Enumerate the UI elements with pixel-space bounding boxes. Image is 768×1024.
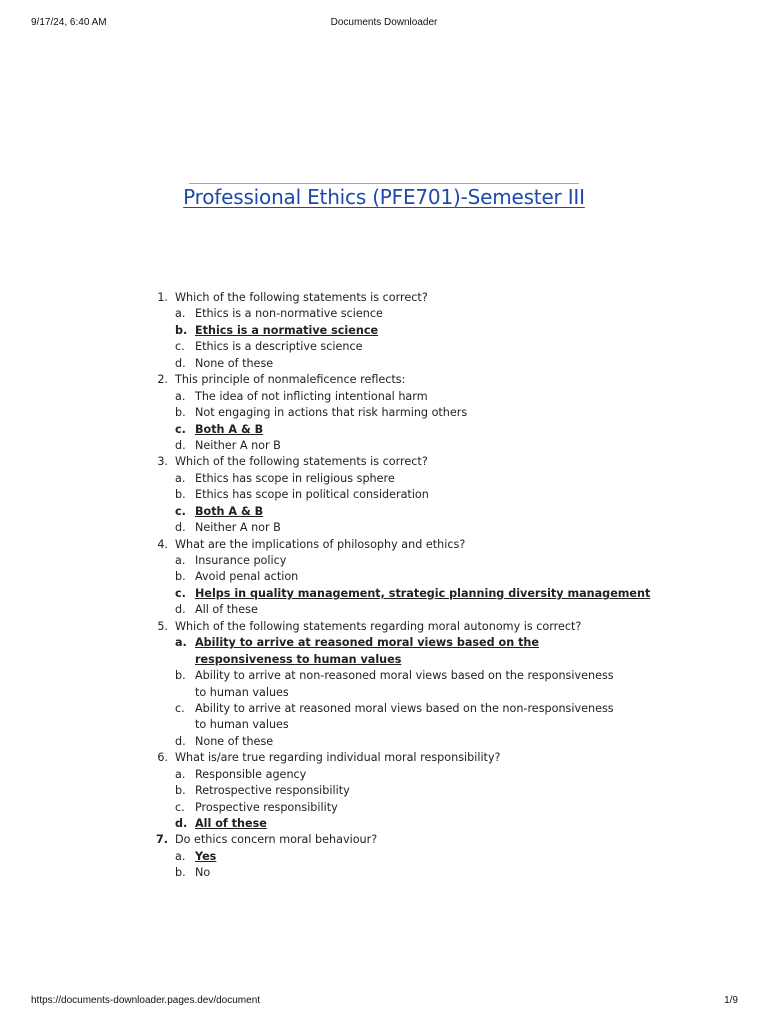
option — [0, 767, 768, 783]
option-letter: d. — [175, 734, 186, 748]
correct-option — [0, 816, 768, 832]
page-url: https://documents-downloader.pages.dev/document — [31, 995, 261, 1006]
option — [0, 306, 768, 322]
option — [0, 668, 768, 701]
option-letter: c. — [175, 422, 186, 436]
option-text: Both A & B — [195, 504, 264, 518]
option-letter: d. — [175, 817, 188, 831]
option-text: Neither A nor B — [195, 521, 281, 535]
option-letter: c. — [175, 586, 186, 600]
question-number: 5. — [157, 619, 168, 633]
question-text: What is/are true regarding individual moral responsibility? — [175, 751, 501, 765]
question-number: 7. — [155, 833, 168, 847]
option-text: The idea of not inflicting intentional harm — [195, 389, 428, 403]
print-footer — [0, 995, 768, 1009]
print-datetime: 9/17/24, 6:40 AM — [31, 17, 107, 28]
option-letter: d. — [175, 356, 186, 370]
question-3 — [0, 454, 768, 470]
question-2 — [0, 372, 768, 388]
option — [0, 339, 768, 355]
question-number: 4. — [157, 537, 168, 551]
option-text: Retrospective responsibility — [195, 784, 350, 798]
question-6 — [0, 750, 768, 766]
option-letter: b. — [175, 406, 186, 420]
option-text: Ethics has scope in political consideration — [195, 488, 429, 502]
correct-option — [0, 504, 768, 520]
correct-option — [0, 849, 768, 865]
option-letter: a. — [175, 471, 186, 485]
option-text: Prospective responsibility — [195, 800, 338, 814]
option — [0, 471, 768, 487]
print-header — [0, 17, 768, 31]
option — [0, 602, 768, 618]
option — [0, 800, 768, 816]
question-number: 3. — [157, 455, 168, 469]
question-list — [0, 290, 768, 882]
question-7 — [0, 832, 768, 848]
option — [0, 734, 768, 750]
option-letter: b. — [175, 866, 186, 880]
question-text: What are the implications of philosophy and ethics? — [175, 537, 466, 551]
option — [0, 569, 768, 585]
option-letter: a. — [175, 636, 187, 650]
option-text: Avoid penal action — [195, 570, 299, 584]
option-text: Ethics is a normative science — [195, 323, 379, 337]
option — [0, 356, 768, 372]
option-letter: c. — [175, 800, 185, 814]
option — [0, 783, 768, 799]
option-letter: a. — [175, 554, 186, 567]
question-text: Which of the following statements is correct? — [175, 455, 428, 469]
option-letter: c. — [175, 504, 186, 518]
option-text: Ability to arrive at reasoned moral views based on the non-responsiveness to human values — [195, 701, 614, 732]
option — [0, 553, 768, 569]
question-text: Which of the following statements regarding moral autonomy is correct? — [175, 619, 582, 633]
option — [0, 405, 768, 421]
option-text: None of these — [195, 734, 274, 748]
option-text: Ability to arrive at non-reasoned moral views based on the responsiveness to human values — [195, 669, 614, 699]
option-letter: a. — [175, 389, 186, 403]
correct-option — [0, 635, 768, 668]
option-text: Both A & B — [195, 422, 264, 436]
option — [0, 701, 768, 734]
option-letter: a. — [175, 767, 186, 781]
document-title: Professional Ethics (PFE701)-Semester III — [183, 185, 585, 209]
option-text: None of these — [195, 356, 274, 370]
option — [0, 389, 768, 405]
correct-option — [0, 422, 768, 438]
question-text: This principle of nonmaleficence reflects: — [175, 373, 406, 387]
option-letter: d. — [175, 438, 186, 452]
option-letter: b. — [175, 323, 188, 337]
correct-option — [0, 586, 768, 602]
option-letter: b. — [175, 784, 186, 798]
option-text: All of these — [195, 817, 267, 831]
question-number: 6. — [157, 751, 168, 765]
option-text: Ability to arrive at reasoned moral views based on the responsiveness to human values — [195, 636, 539, 666]
option-text: Ethics has scope in religious sphere — [195, 471, 395, 485]
correct-option — [0, 323, 768, 339]
option-text: Ethics is a descriptive science — [195, 340, 363, 354]
option-letter: b. — [175, 570, 186, 584]
option-text: Neither A nor B — [195, 438, 281, 452]
question-number: 1. — [157, 291, 168, 304]
option-text: Ethics is a non-normative science — [195, 307, 383, 321]
question-1 — [0, 290, 768, 306]
option — [0, 520, 768, 536]
question-text: Do ethics concern moral behaviour? — [175, 833, 378, 847]
print-header-title: Documents Downloader — [330, 17, 438, 28]
option-letter: c. — [175, 340, 185, 354]
option-text: Responsible agency — [195, 767, 307, 781]
question-text: Which of the following statements is correct? — [175, 291, 428, 304]
question-5 — [0, 619, 768, 635]
page-number: 1/9 — [724, 995, 738, 1006]
option-text: No — [195, 866, 211, 880]
option-letter: a. — [175, 307, 186, 321]
option-letter: b. — [175, 669, 186, 683]
option-text: Helps in quality management, strategic planning diversity management — [195, 586, 651, 600]
option-letter: d. — [175, 603, 186, 617]
option-text: Not engaging in actions that risk harming others — [195, 406, 468, 420]
option — [0, 865, 768, 881]
title-rule — [189, 183, 579, 184]
option-letter: c. — [175, 701, 185, 715]
option — [0, 487, 768, 503]
option-text: Yes — [195, 849, 217, 863]
question-4 — [0, 537, 768, 553]
question-number: 2. — [157, 373, 168, 387]
option — [0, 438, 768, 454]
option-letter: a. — [175, 849, 186, 863]
option-letter: b. — [175, 488, 186, 502]
option-text: Insurance policy — [195, 554, 287, 567]
option-letter: d. — [175, 521, 186, 535]
option-text: All of these — [195, 603, 258, 617]
